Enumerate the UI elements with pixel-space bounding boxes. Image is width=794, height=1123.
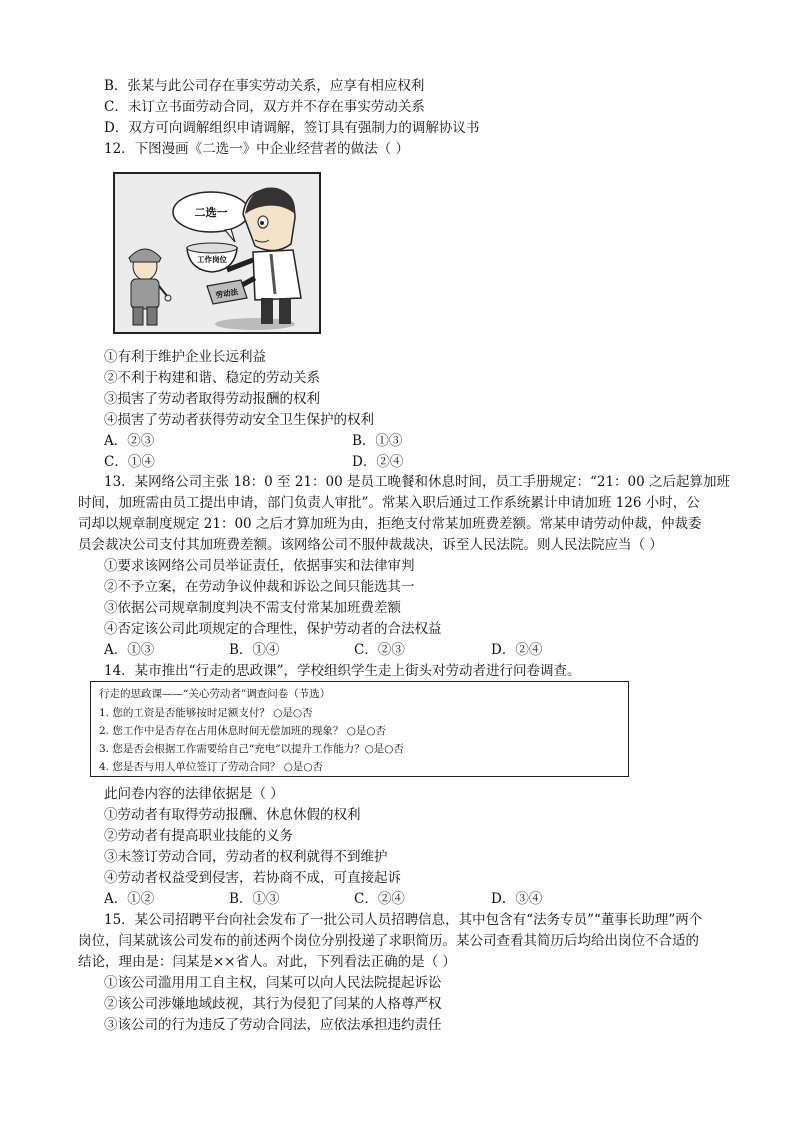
q13-option-c: C．②③ <box>354 642 405 658</box>
q11-option-d: D．双方可向调解组织申请调解，签订具有强制力的调解协议书 <box>104 120 480 136</box>
q12-option-c: C．①④ <box>104 454 155 470</box>
q14-option-b: B．①③ <box>229 891 280 907</box>
q14-option-d: D．③④ <box>491 891 543 907</box>
q15-item-1: ①该公司滥用用工自主权，闫某可以向人民法院提起诉讼 <box>104 975 442 991</box>
q13-line-4: 员会裁决公司支付其加班费差额。该网络公司不服仲裁裁决，诉至人民法院。则人民法院应当（ ） <box>78 537 663 553</box>
q12-item-3: ③损害了劳动者取得劳动报酬的权利 <box>104 391 320 407</box>
book-labor-law <box>207 280 247 304</box>
survey-question-4: 4. 您是否与用人单位签订了劳动合同？ ○是○否 <box>99 761 324 773</box>
q13-option-b: B．①④ <box>229 642 280 658</box>
q13-item-3: ③依据公司规章制度判决不需支付常某加班费差额 <box>104 600 401 616</box>
q12-item-1: ①有利于维护企业长远利益 <box>104 349 266 365</box>
q14-option-c: C．②④ <box>354 891 405 907</box>
bubble-text: 二选一 <box>194 206 228 219</box>
q13-item-2: ②不予立案，在劳动争议仲裁和诉讼之间只能选其一 <box>104 579 415 595</box>
worker-figure <box>129 249 171 325</box>
q12-option-a: A．②③ <box>104 433 155 449</box>
q14-item-3: ③未签订劳动合同，劳动者的权利就得不到维护 <box>104 849 388 865</box>
q14-stem: 14．某市推出“行走的思政课”，学校组织学生走上街头对劳动者进行问卷调查。 <box>104 663 581 679</box>
q15-line-1: 15．某公司招聘平台向社会发布了一批公司人员招聘信息，其中包含有“法务专员”“董事长助理”两个 <box>104 912 703 928</box>
q15-line-2: 岗位，闫某就该公司发布的前述两个岗位分别投递了求职简历。某公司查看其简历后均给出岗位不合适的 <box>78 933 699 949</box>
survey-question-1: 1. 您的工资是否能够按时足额支付？ ○是○否 <box>99 707 313 719</box>
q13-option-a: A．①③ <box>104 642 155 658</box>
q13-line-3: 司却以规章制度规定 21：00 之后才算加班为由，拒绝支付常某加班费差额。常某申请劳动仲裁，仲裁委 <box>78 516 702 532</box>
q14-item-4: ④劳动者权益受到侵害，若协商不成，可直接起诉 <box>104 870 401 886</box>
q15-item-3: ③该公司的行为违反了劳动合同法，应依法承担违约责任 <box>104 1017 442 1033</box>
q11-option-c: C．未订立书面劳动合同，双方并不存在事实劳动关系 <box>104 99 425 115</box>
q14-item-2: ②劳动者有提高职业技能的义务 <box>104 828 293 844</box>
q15-line-3: 结论，理由是：闫某是××省人。对此，下列看法正确的是（ ） <box>78 954 456 970</box>
book-label: 劳动法 <box>215 287 239 300</box>
q12-item-2: ②不利于构建和谐、稳定的劳动关系 <box>104 370 320 386</box>
q12-stem: 12．下图漫画《二选一》中企业经营者的做法（ ） <box>104 141 409 157</box>
bowl-label: 工作岗位 <box>197 255 227 264</box>
q13-option-d: D．②④ <box>491 642 543 658</box>
q11-option-b: B．张某与此公司存在事实劳动关系，应享有相应权利 <box>104 78 425 94</box>
q13-item-1: ①要求该网络公司员举证责任，依据事实和法律审判 <box>104 558 415 574</box>
q13-line-1: 13．某网络公司主张 18：0 至 21：00 是员工晚餐和休息时间，员工手册规定：“21：00 之后起算加班 <box>104 474 731 490</box>
cartoon-two-choose-one <box>113 172 321 334</box>
survey-box <box>90 681 629 777</box>
q12-item-4: ④损害了劳动者获得劳动安全卫生保护的权利 <box>104 412 374 428</box>
survey-title: 行走的思政课——“关心劳动者”调查问卷（节选） <box>99 688 331 700</box>
q14-option-a: A．①② <box>104 891 155 907</box>
q15-item-2: ②该公司涉嫌地域歧视，其行为侵犯了闫某的人格尊严权 <box>104 996 442 1012</box>
q12-option-d: D．②④ <box>352 454 404 470</box>
q14-item-1: ①劳动者有取得劳动报酬、休息休假的权利 <box>104 807 361 823</box>
q12-option-b: B．①③ <box>352 433 403 449</box>
q13-line-2: 时间，加班需由员工提出申请，部门负责人审批”。常某入职后通过工作系统累计申请加班 126 小时，公 <box>78 495 700 511</box>
cartoon-illustration <box>115 174 319 332</box>
q14-ask: 此问卷内容的法律依据是（ ） <box>104 786 284 802</box>
q13-item-4: ④否定该公司此项规定的合理性，保护劳动者的合法权益 <box>104 621 442 637</box>
survey-question-3: 3. 您是否会根据工作需要给自己“充电”以提升工作能力？○是○否 <box>99 743 404 755</box>
survey-question-2: 2. 您工作中是否存在占用休息时间无偿加班的现象？ ○是○否 <box>99 725 387 737</box>
